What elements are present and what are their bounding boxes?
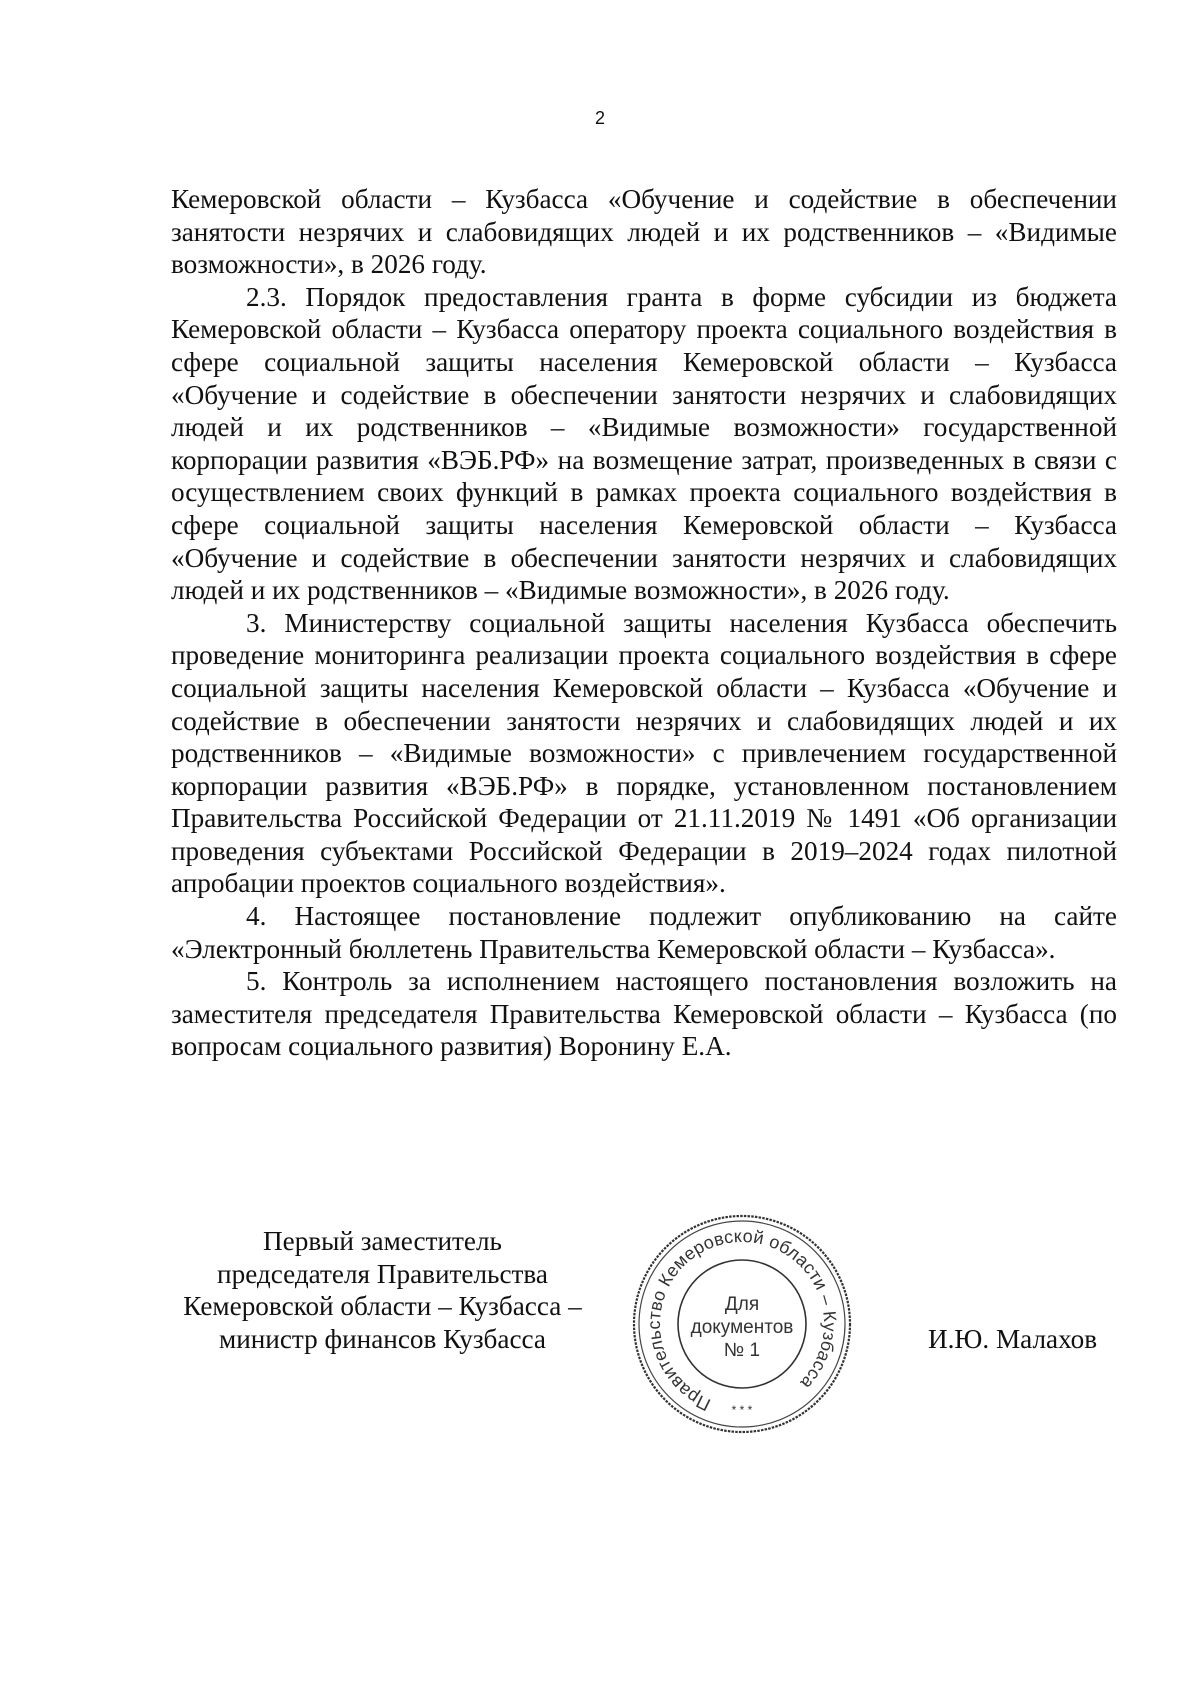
stamp-stars: * * * (731, 1403, 753, 1417)
paragraph-5: 5. Контроль за исполнением настоящего постановления возложить на заместителя председателя Правительства Кемеровской области – Кузбасса (по вопросам социального развития) Воронину Е.А. (171, 966, 1117, 1062)
official-seal-stamp (630, 1212, 854, 1436)
signer-name: И.Ю. Малахов (928, 1324, 1098, 1354)
document-body (171, 183, 1117, 1063)
page-number: 2 (594, 108, 605, 128)
signatory-position-line: председателя Правительства (217, 1258, 548, 1289)
stamp-ring-text: Правительство Кемеровской области – Кузбасса (643, 1225, 841, 1415)
signatory-position-line: Первый заместитель (263, 1226, 502, 1256)
paragraph-4: 4. Настоящее постановление подлежит опубликованию на сайте «Электронный бюллетень Правительства Кемеровской области – Кузбасса». (171, 901, 1117, 964)
paragraph-3: 3. Министерству социальной защиты населения Кузбасса обеспечить проведение мониторинга реализации проекта социального воздействия в сфере социальной защиты населения Кемеровской области – Кузбасса «Обучение и содействие в обеспечении занятости незрячих и слабовидящих людей и их родственников – «Видимые возможности» с привлечением государственной корпорации развития «ВЭБ.РФ» в порядке, установленном постановлением Правительства Российской Федерации от 21.11.2019 № 1491 «Об организации проведения субъектами Российской Федерации в 2019–2024 годах пилотной апробации проектов социального воздействия». (171, 607, 1117, 899)
signatory-position-line: министр финансов Кузбасса (218, 1323, 546, 1354)
stamp-center-line: документов (690, 1317, 794, 1338)
signatory-position-line: Кемеровской области – Кузбасса – (183, 1291, 582, 1322)
paragraph-2-3: 2.3. Порядок предоставления гранта в форме субсидии из бюджета Кемеровской области – Кузбасса оператору проекта социального воздействия в сфере социальной защиты населения Кемеровской области – Кузбасса «Обучение и содействие в обеспечении занятости незрячих и слабовидящих людей и их родственников – «Видимые возможности» государственной корпорации развития «ВЭБ.РФ» на возмещение затрат, произведенных в связи с осуществлением своих функций в рамках проекта социального воздействия в сфере социальной защиты населения Кемеровской области – Кузбасса «Обучение и содействие в обеспечении занятости незрячих и слабовидящих людей и их родственников – «Видимые возможности», в 2026 году. (171, 281, 1117, 606)
stamp-center-line: № 1 (723, 1340, 761, 1361)
paragraph-continuation: Кемеровской области – Кузбасса «Обучение и содействие в обеспечении занятости незрячих и слабовидящих людей и их родственников – «Видимые возможности», в 2026 году. (171, 184, 1117, 280)
stamp-center-line: Для (724, 1294, 760, 1315)
signatory-position (165, 1225, 600, 1355)
